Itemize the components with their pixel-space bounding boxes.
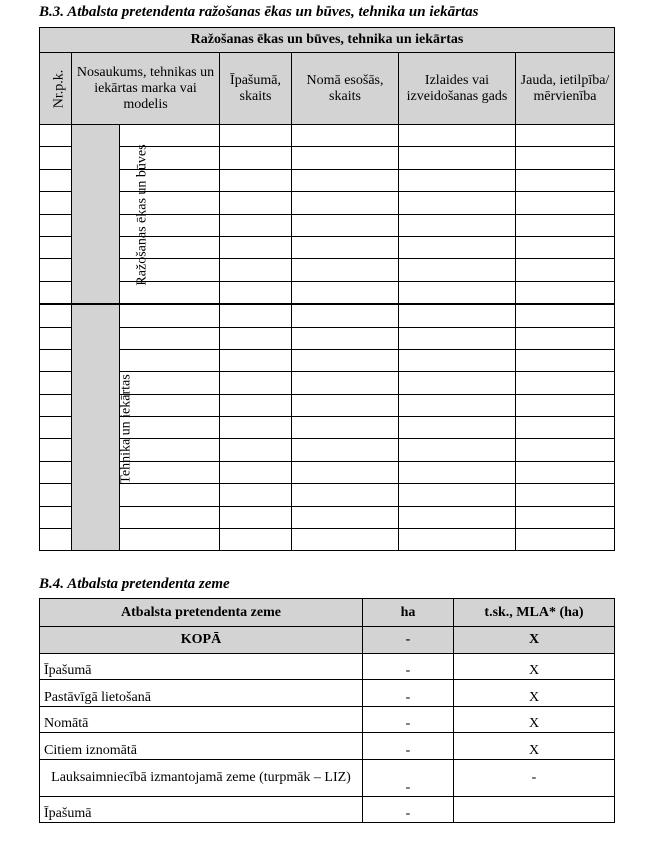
row-ha-cell[interactable]: - bbox=[363, 759, 454, 796]
owned-cell[interactable] bbox=[220, 281, 292, 304]
nr-cell[interactable] bbox=[40, 125, 72, 147]
column-header-mla: t.sk., MLA* (ha) bbox=[454, 599, 615, 627]
nr-cell[interactable] bbox=[40, 236, 72, 258]
year-cell[interactable] bbox=[399, 417, 516, 439]
buildings-equipment-table bbox=[39, 27, 615, 551]
year-cell[interactable] bbox=[399, 394, 516, 416]
group-label-equipment: Tehnika un iekārtas bbox=[72, 304, 120, 551]
name-cell[interactable] bbox=[120, 349, 220, 371]
table-title: Ražošanas ēkas un būves, tehnika un iekārtas bbox=[40, 28, 615, 53]
owned-cell[interactable] bbox=[220, 349, 292, 371]
owned-cell[interactable] bbox=[220, 394, 292, 416]
year-cell[interactable] bbox=[399, 147, 516, 169]
nr-cell[interactable] bbox=[40, 169, 72, 191]
leased-cell[interactable] bbox=[292, 125, 399, 147]
owned-cell[interactable] bbox=[220, 327, 292, 349]
power-cell[interactable] bbox=[516, 439, 615, 461]
year-cell[interactable] bbox=[399, 372, 516, 394]
column-header-name: Nosaukums, tehnikas un iekārtas marka vai modelis bbox=[72, 53, 220, 125]
row-mla-cell: X bbox=[454, 680, 615, 707]
section-b4-heading: B.4. Atbalsta pretendenta zeme bbox=[39, 576, 230, 592]
leased-cell[interactable] bbox=[292, 506, 399, 528]
group-label-buildings: Ražošanas ēkas un būves bbox=[72, 125, 120, 305]
leased-cell[interactable] bbox=[292, 529, 399, 551]
leased-cell[interactable] bbox=[292, 192, 399, 214]
table-row bbox=[40, 192, 615, 214]
owned-cell[interactable] bbox=[220, 259, 292, 281]
year-cell[interactable] bbox=[399, 192, 516, 214]
power-cell[interactable] bbox=[516, 214, 615, 236]
row-total-label: KOPĀ bbox=[40, 627, 363, 654]
leased-cell[interactable] bbox=[292, 327, 399, 349]
table-row bbox=[40, 169, 615, 191]
year-cell[interactable] bbox=[399, 349, 516, 371]
year-cell[interactable] bbox=[399, 327, 516, 349]
power-cell[interactable] bbox=[516, 125, 615, 147]
nr-cell[interactable] bbox=[40, 192, 72, 214]
row-ha-cell[interactable]: - bbox=[363, 706, 454, 733]
name-cell[interactable] bbox=[120, 304, 220, 327]
table-row bbox=[40, 529, 615, 551]
year-cell[interactable] bbox=[399, 461, 516, 483]
table-row bbox=[40, 484, 615, 506]
row-label: Citiem iznomātā bbox=[40, 733, 363, 760]
row-label: Nomātā bbox=[40, 706, 363, 733]
leased-cell[interactable] bbox=[292, 214, 399, 236]
row-ha-cell[interactable]: - bbox=[363, 733, 454, 760]
row-ha-cell[interactable]: - bbox=[363, 653, 454, 680]
column-header-year: Izlaides vai izveidošanas gads bbox=[399, 53, 516, 125]
power-cell[interactable] bbox=[516, 484, 615, 506]
row-mla-cell[interactable]: - bbox=[454, 759, 615, 796]
year-cell[interactable] bbox=[399, 506, 516, 528]
row-mla-cell: X bbox=[454, 733, 615, 760]
table-row bbox=[40, 281, 615, 304]
year-cell[interactable] bbox=[399, 169, 516, 191]
table-row bbox=[40, 506, 615, 528]
power-cell[interactable] bbox=[516, 417, 615, 439]
year-cell[interactable] bbox=[399, 214, 516, 236]
row-mla-cell[interactable] bbox=[454, 796, 615, 823]
leased-cell[interactable] bbox=[292, 147, 399, 169]
nr-cell[interactable] bbox=[40, 349, 72, 371]
leased-cell[interactable] bbox=[292, 281, 399, 304]
row-mla-cell: X bbox=[454, 706, 615, 733]
leased-cell[interactable] bbox=[292, 169, 399, 191]
row-total-ha: - bbox=[363, 627, 454, 654]
power-cell[interactable] bbox=[516, 327, 615, 349]
row-mla-cell: X bbox=[454, 653, 615, 680]
year-cell[interactable] bbox=[399, 281, 516, 304]
power-cell[interactable] bbox=[516, 372, 615, 394]
leased-cell[interactable] bbox=[292, 304, 399, 327]
row-ha-cell[interactable]: - bbox=[363, 796, 454, 823]
owned-cell[interactable] bbox=[220, 506, 292, 528]
year-cell[interactable] bbox=[399, 484, 516, 506]
year-cell[interactable] bbox=[399, 529, 516, 551]
year-cell[interactable] bbox=[399, 304, 516, 327]
leased-cell[interactable] bbox=[292, 259, 399, 281]
power-cell[interactable] bbox=[516, 304, 615, 327]
power-cell[interactable] bbox=[516, 259, 615, 281]
owned-cell[interactable] bbox=[220, 372, 292, 394]
leased-cell[interactable] bbox=[292, 236, 399, 258]
table-row bbox=[40, 214, 615, 236]
power-cell[interactable] bbox=[516, 461, 615, 483]
leased-cell[interactable] bbox=[292, 372, 399, 394]
leased-cell[interactable] bbox=[292, 349, 399, 371]
column-header-leased: Nomā esošās, skaits bbox=[292, 53, 399, 125]
row-label: Pastāvīgā lietošanā bbox=[40, 680, 363, 707]
power-cell[interactable] bbox=[516, 192, 615, 214]
column-header-nr: Nr.p.k. bbox=[40, 53, 72, 125]
land-table bbox=[39, 598, 615, 823]
nr-cell[interactable] bbox=[40, 259, 72, 281]
table-row bbox=[40, 147, 615, 169]
year-cell[interactable] bbox=[399, 439, 516, 461]
nr-cell[interactable] bbox=[40, 214, 72, 236]
owned-cell[interactable] bbox=[220, 529, 292, 551]
table-row bbox=[40, 125, 615, 147]
row-ha-cell[interactable]: - bbox=[363, 680, 454, 707]
table-row bbox=[40, 259, 615, 281]
column-header-power: Jauda, ietilpība/ mērvienība bbox=[516, 53, 615, 125]
leased-cell[interactable] bbox=[292, 417, 399, 439]
name-cell[interactable] bbox=[120, 484, 220, 506]
row-label: Īpašumā bbox=[40, 796, 363, 823]
table-row bbox=[40, 304, 615, 327]
nr-cell[interactable] bbox=[40, 439, 72, 461]
power-cell[interactable] bbox=[516, 529, 615, 551]
nr-cell[interactable] bbox=[40, 417, 72, 439]
owned-cell[interactable] bbox=[220, 417, 292, 439]
power-cell[interactable] bbox=[516, 394, 615, 416]
name-cell[interactable] bbox=[120, 506, 220, 528]
nr-cell[interactable] bbox=[40, 506, 72, 528]
nr-cell[interactable] bbox=[40, 327, 72, 349]
name-cell[interactable] bbox=[120, 327, 220, 349]
power-cell[interactable] bbox=[516, 147, 615, 169]
leased-cell[interactable] bbox=[292, 484, 399, 506]
table-row bbox=[40, 236, 615, 258]
leased-cell[interactable] bbox=[292, 394, 399, 416]
nr-cell[interactable] bbox=[40, 394, 72, 416]
row-label: Īpašumā bbox=[40, 653, 363, 680]
nr-cell[interactable] bbox=[40, 529, 72, 551]
owned-cell[interactable] bbox=[220, 484, 292, 506]
owned-cell[interactable] bbox=[220, 236, 292, 258]
column-header-land: Atbalsta pretendenta zeme bbox=[40, 599, 363, 627]
row-label: Lauksaimniecībā izmantojamā zeme (turpmāk – LIZ) bbox=[40, 759, 363, 796]
owned-cell[interactable] bbox=[220, 461, 292, 483]
owned-cell[interactable] bbox=[220, 439, 292, 461]
power-cell[interactable] bbox=[516, 169, 615, 191]
year-cell[interactable] bbox=[399, 236, 516, 258]
nr-cell[interactable] bbox=[40, 304, 72, 327]
section-b3-heading: B.3. Atbalsta pretendenta ražošanas ēkas un būves, tehnika un iekārtas bbox=[39, 4, 479, 20]
year-cell[interactable] bbox=[399, 259, 516, 281]
year-cell[interactable] bbox=[399, 125, 516, 147]
owned-cell[interactable] bbox=[220, 169, 292, 191]
nr-cell[interactable] bbox=[40, 281, 72, 304]
nr-cell[interactable] bbox=[40, 372, 72, 394]
owned-cell[interactable] bbox=[220, 304, 292, 327]
row-total-mla: X bbox=[454, 627, 615, 654]
column-header-ha: ha bbox=[363, 599, 454, 627]
leased-cell[interactable] bbox=[292, 461, 399, 483]
column-header-owned: Īpašumā, skaits bbox=[220, 53, 292, 125]
power-cell[interactable] bbox=[516, 281, 615, 304]
table-row bbox=[40, 349, 615, 371]
power-cell[interactable] bbox=[516, 506, 615, 528]
leased-cell[interactable] bbox=[292, 439, 399, 461]
owned-cell[interactable] bbox=[220, 192, 292, 214]
table-row bbox=[40, 327, 615, 349]
owned-cell[interactable] bbox=[220, 147, 292, 169]
owned-cell[interactable] bbox=[220, 125, 292, 147]
power-cell[interactable] bbox=[516, 349, 615, 371]
nr-cell[interactable] bbox=[40, 484, 72, 506]
name-cell[interactable] bbox=[120, 529, 220, 551]
owned-cell[interactable] bbox=[220, 214, 292, 236]
nr-cell[interactable] bbox=[40, 461, 72, 483]
power-cell[interactable] bbox=[516, 236, 615, 258]
nr-cell[interactable] bbox=[40, 147, 72, 169]
